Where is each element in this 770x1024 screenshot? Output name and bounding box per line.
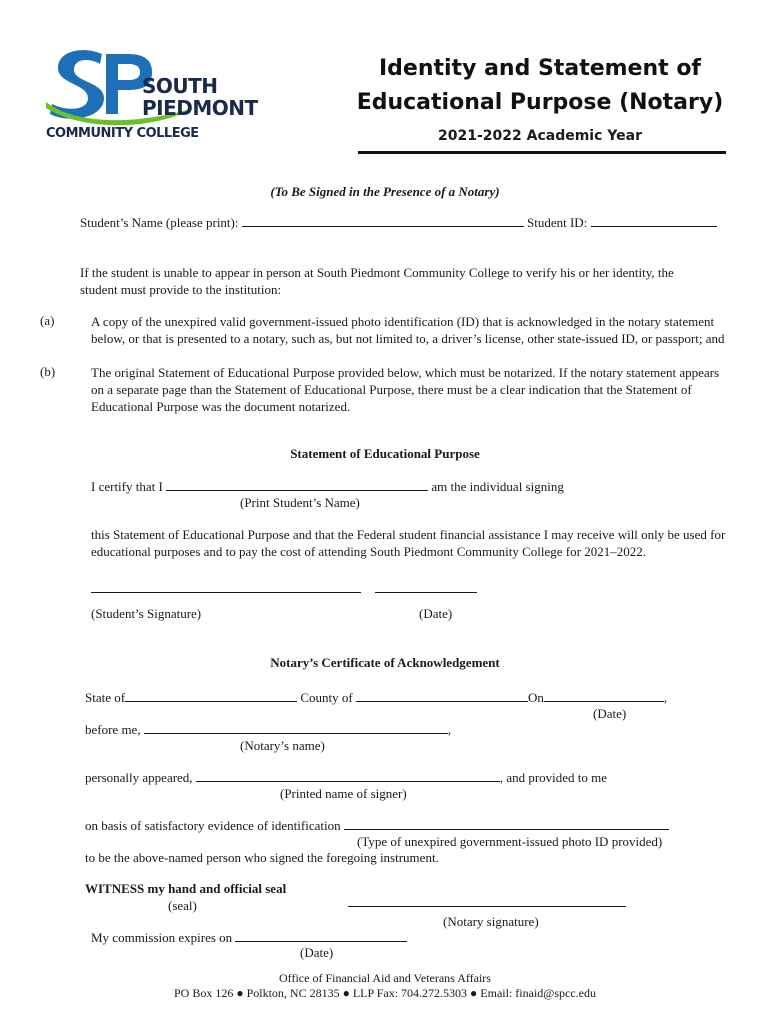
commission-row (91, 930, 407, 946)
certify-row (91, 479, 564, 495)
before-me-label: before me, (85, 722, 141, 737)
certify-prefix: I certify that I (91, 479, 163, 494)
student-id-label: Student ID: (527, 215, 588, 230)
intro-paragraph: If the student is unable to appear in person at South Piedmont Community College to verify his or her identity, the student must provide to the institution: (80, 265, 674, 297)
statement-body: this Statement of Educational Purpose and that the Federal student financial assistance I may receive will only be used for educational purposes and to pay the cost of attending South Piedmont Community College for 2021–2022. (91, 527, 726, 559)
state-field[interactable] (125, 690, 297, 702)
title-divider (358, 151, 726, 154)
on-date-caption: (Date) (593, 706, 627, 721)
witness-text: WITNESS my hand and official seal (85, 881, 287, 896)
student-name-label: Student’s Name (please print): (80, 215, 239, 230)
commission-date-caption: (Date) (300, 945, 334, 960)
page-title-line1: Identity and Statement of (378, 56, 702, 81)
footer-office: Office of Financial Aid and Veterans Affairs (279, 971, 491, 985)
notary-signature-caption: (Notary signature) (443, 914, 539, 929)
personally-appeared-label: personally appeared, (85, 770, 193, 785)
item-b-marker: (b) (40, 364, 56, 379)
county-field[interactable] (356, 690, 528, 702)
on-label: On (527, 690, 544, 705)
notary-name-field[interactable] (144, 722, 448, 734)
county-label: County of (300, 690, 353, 705)
above-named-text: to be the above-named person who signed the foregoing instrument. (85, 850, 439, 865)
evidence-label: on basis of satisfactory evidence of identification (85, 818, 341, 833)
notary-name-caption: (Notary’s name) (240, 738, 325, 753)
id-type-caption: (Type of unexpired government-issued photo ID provided) (357, 834, 663, 849)
student-date-line[interactable] (375, 592, 477, 593)
academic-year: 2021-2022 Academic Year (438, 128, 642, 144)
commission-date-field[interactable] (235, 930, 407, 942)
signer-name-field[interactable] (196, 770, 500, 782)
print-name-caption: (Print Student’s Name) (240, 495, 360, 510)
item-a-marker: (a) (40, 313, 55, 328)
notary-signature-line[interactable] (348, 906, 626, 907)
on-date-field[interactable] (544, 690, 664, 702)
personally-appeared-row (85, 770, 607, 786)
student-signature-caption: (Student’s Signature) (91, 606, 202, 621)
evidence-row (85, 818, 669, 834)
student-name-field[interactable] (242, 215, 524, 227)
certify-suffix: am the individual signing (431, 479, 564, 494)
signer-caption: (Printed name of signer) (280, 786, 407, 801)
student-print-name-field[interactable] (166, 479, 428, 491)
statement-heading: Statement of Educational Purpose (290, 446, 480, 461)
state-county-row (85, 690, 667, 706)
item-b-text: The original Statement of Educational Purpose provided below, which must be notarized. If the notary statement appears on a separate page than the Statement of Educational Purpose, there must be a clear indication that the Statement of Educational Purpose was the document notarized. (91, 365, 720, 414)
commission-label: My commission expires on (91, 930, 233, 945)
student-date-caption: (Date) (419, 606, 453, 621)
state-label: State of (85, 690, 126, 705)
student-id-field[interactable] (591, 215, 717, 227)
seal-label: (seal) (168, 898, 197, 913)
id-type-field[interactable] (344, 818, 669, 830)
comma: , (663, 690, 668, 705)
before-me-row (85, 722, 451, 738)
logo-text-community-college: COMMUNITY COLLEGE (46, 126, 199, 141)
student-name-row (80, 215, 717, 231)
comma: , (447, 722, 452, 737)
college-logo (44, 44, 258, 144)
logo-text-south: SOUTH (142, 74, 218, 98)
student-signature-line[interactable] (91, 592, 361, 593)
footer-contact: PO Box 126 ● Polkton, NC 28135 ● LLP Fax: 704.272.5303 ● Email: finaid@spcc.edu (173, 986, 596, 1000)
notary-note: (To Be Signed in the Presence of a Notary) (270, 184, 500, 199)
item-a-text: A copy of the unexpired valid government-issued photo identification (ID) that is acknowledged in the notary statement below, or that is presented to a notary, such as, but not limited to, a driver’s license, other state-issued ID, or passport; and (91, 314, 725, 346)
notary-heading: Notary’s Certificate of Acknowledgement (270, 655, 500, 670)
logo-text-piedmont: PIEDMONT (142, 96, 258, 120)
page-title-line2: Educational Purpose (Notary) (356, 90, 724, 115)
provided-to-me-label: , and provided to me (499, 770, 608, 785)
